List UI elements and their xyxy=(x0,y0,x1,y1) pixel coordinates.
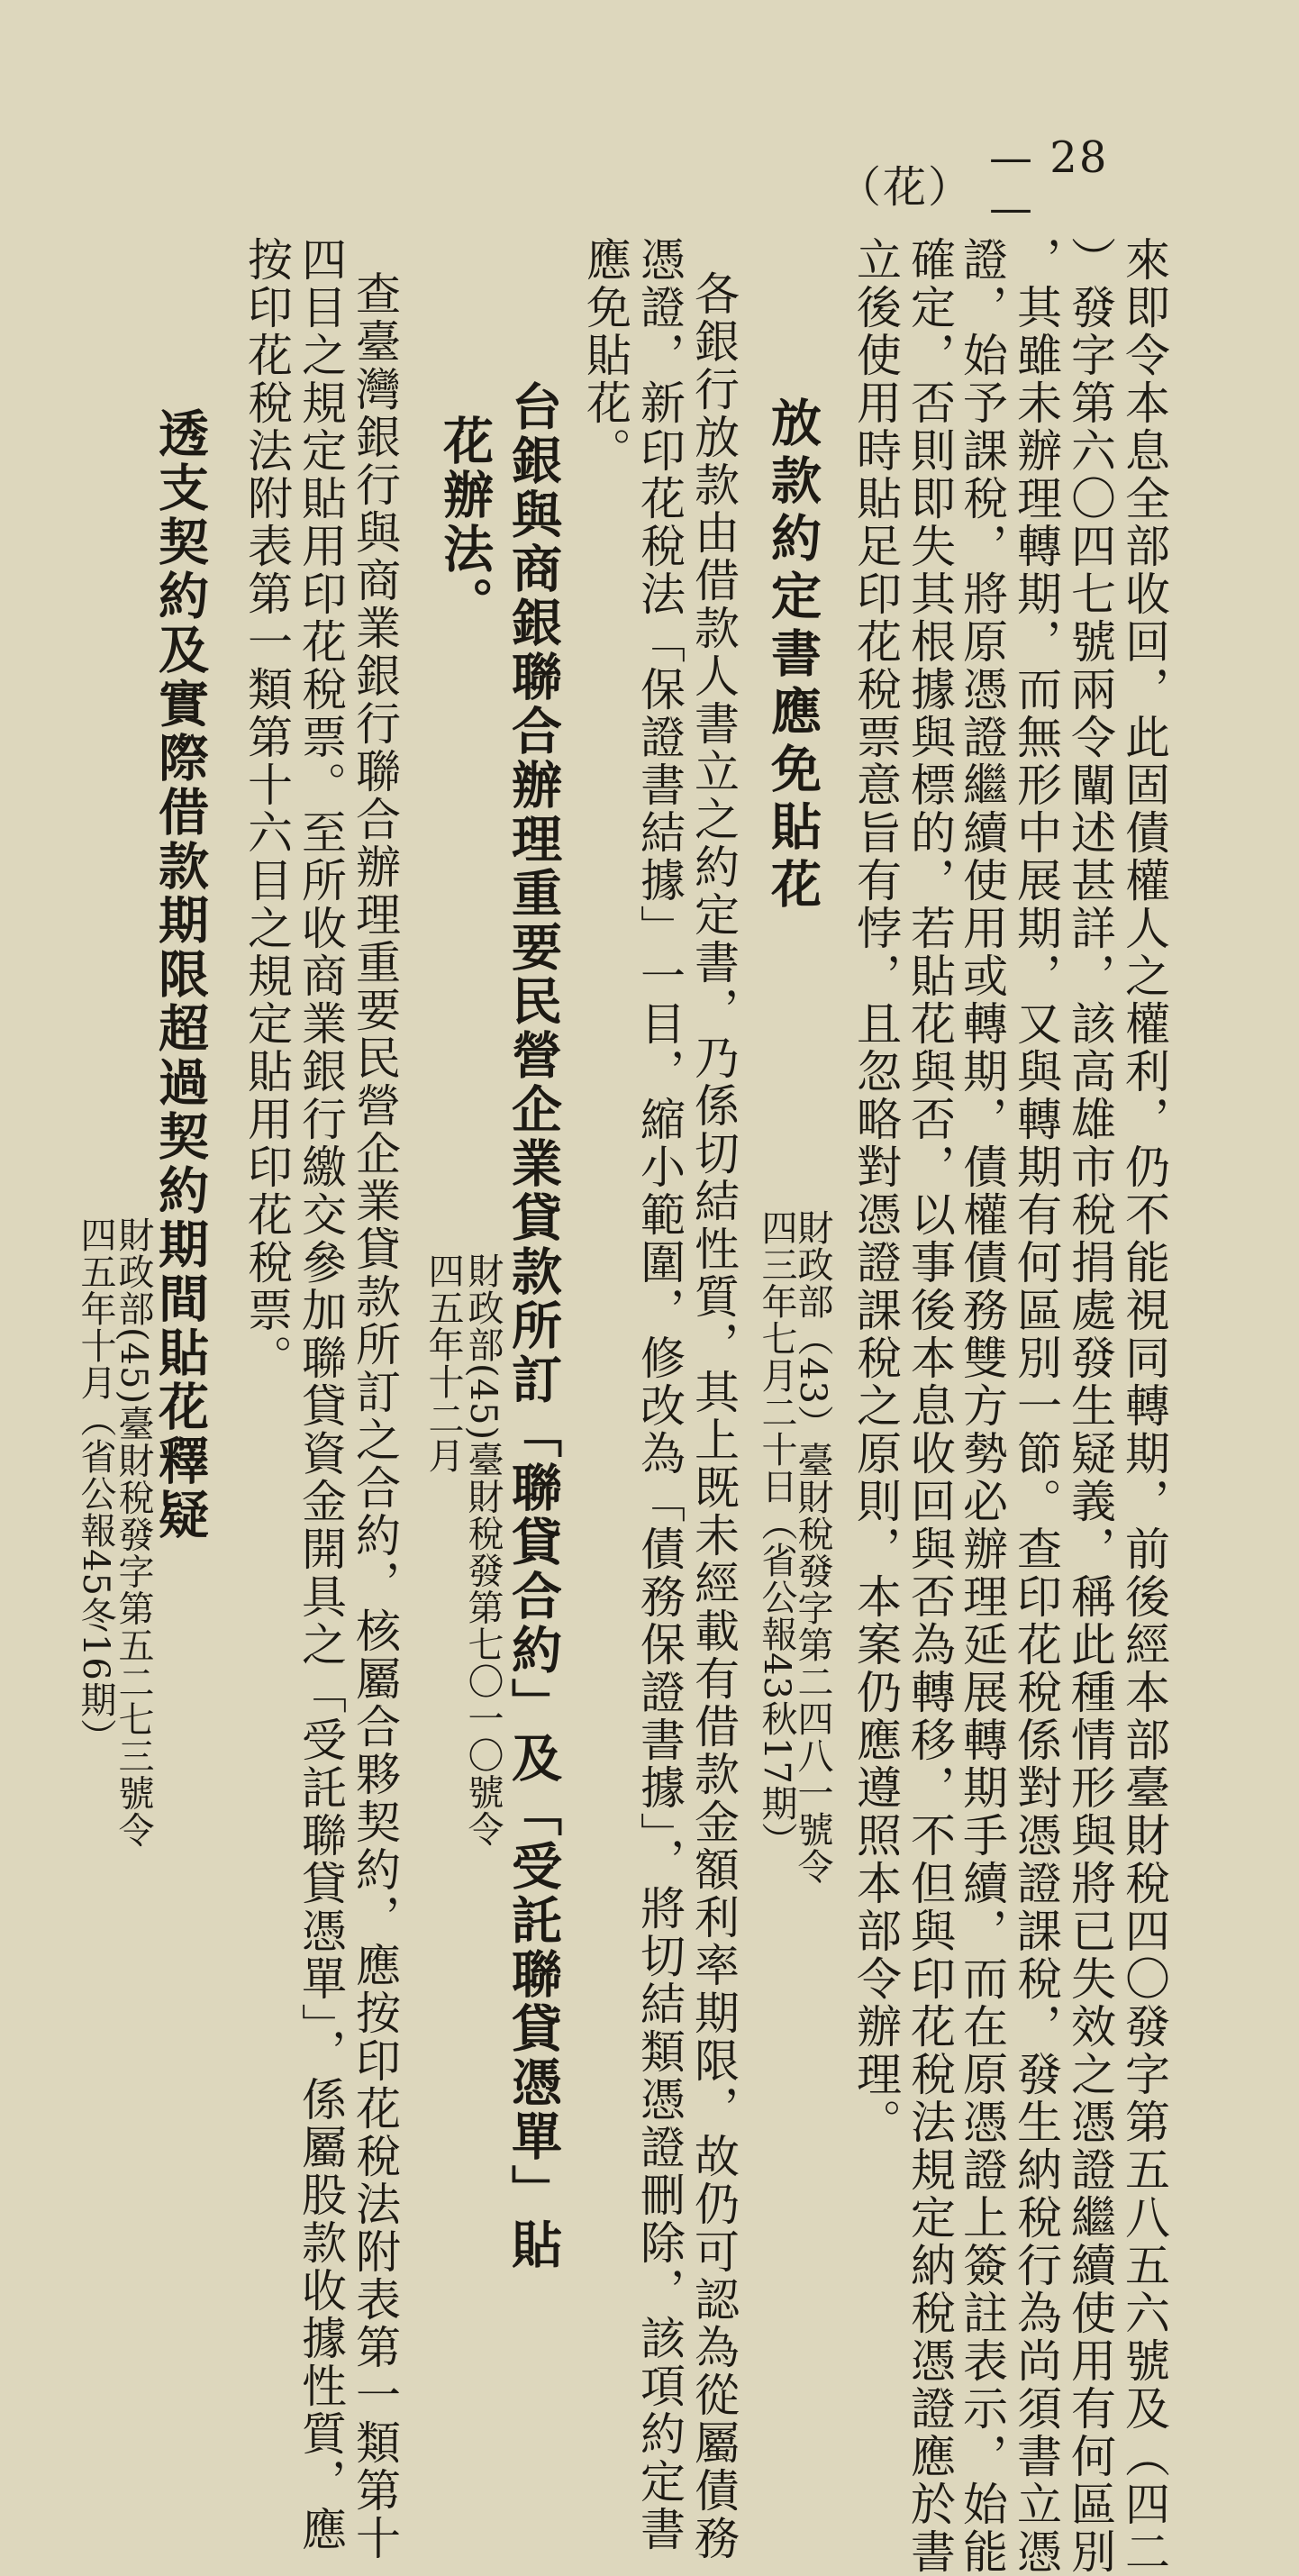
section3-line-1: 查臺灣銀行與商業銀行聯合辦理重要民營企業貸款所訂之合約，核屬合夥契約，應按印花稅法附表第一類第十 xyxy=(349,270,401,2562)
section3-line-3: 按印花稅法附表第一類第十六目之規定貼用印花稅票。 xyxy=(241,236,293,1382)
page-header xyxy=(838,132,1162,233)
section1-line-5: 確定，否則即失其根據與標的，若貼花與否，以事後本息收回與否為轉移，不但與印花稅法規定納稅憑證應於書 xyxy=(904,236,956,2576)
section1-line-2: ）發字第六〇四七號兩令闡述甚詳，該高雄市稅捐處發生疑義，稱此種情形與將已失效之憑證繼續使用有何區別 xyxy=(1064,236,1116,2576)
section1-citation-2: 四三年七月二十日（省公報43秋17期） xyxy=(756,1209,797,1859)
section1-line-4: 證，始予課稅，將原憑證繼續使用或轉期，債權債務雙方勢必辦理延展轉期手續，而在原憑證上簽註表示，始能 xyxy=(956,236,1008,2576)
section4-title: 透支契約及實際借款期限超過契約期間貼花釋疑 xyxy=(150,407,210,1543)
section-mark: （花） xyxy=(838,161,974,213)
section4-citation-1: 財政部(45)臺財稅發字第五二七三號令 xyxy=(113,1216,154,1849)
section2-title: 放款約定書應免貼花 xyxy=(763,396,822,915)
section3-title-2: 花辦法。 xyxy=(435,414,495,631)
section2-line-1: 各銀行放款由借款人書立之約定書，乃係切結性質，其上既未經載有借款金額利率期限，故仍可認為從屬債務 xyxy=(687,270,740,2562)
section3-citation-1: 財政部(45)臺財稅發第七〇一〇號令 xyxy=(462,1252,504,1848)
section1-line-1: 來即令本息全部收回，此固債權人之權利，仍不能視同轉期，前後經本部臺財稅四〇發字第五八五六號及（四二 xyxy=(1118,236,1170,2576)
page-number: — 28 — xyxy=(989,132,1109,233)
section1-citation-1: 財政部（43）臺財稅發字第二四八一號令 xyxy=(792,1209,833,1885)
section2-line-3: 應免貼花。 xyxy=(579,236,631,475)
section3-title-1: 台銀與商銀聯合辦理重要民營企業貸款所訂「聯貸合約」及「受託聯貸憑單」貼 xyxy=(504,380,563,2272)
section1-line-3: ，其雖未辦理轉期，而無形中展期，又與轉期有何區別一節。查印花稅係對憑證課稅，發生納稅行為尚須書立憑 xyxy=(1010,236,1062,2576)
section3-citation-2: 四五年十二月 xyxy=(422,1252,464,1474)
section2-line-2: 憑證，新印花稅法「保證書結據」一目，縮小範圍，修改為「債務保證書據」，將切結類憑證刪除，該項約定書 xyxy=(633,236,686,2553)
section1-line-6: 立後使用時貼足印花稅票意旨有悖，且忽略對憑證課稅之原則，本案仍應遵照本部令辦理。 xyxy=(849,236,902,2146)
section3-line-2: 四目之規定貼用印花稅票。至所收商業銀行繳交參加聯貸資金開具之「受託聯貸憑單」，係屬股款收據性質，應 xyxy=(295,236,347,2553)
section4-citation-2: 四五年十月（省公報45冬16期） xyxy=(75,1216,116,1755)
